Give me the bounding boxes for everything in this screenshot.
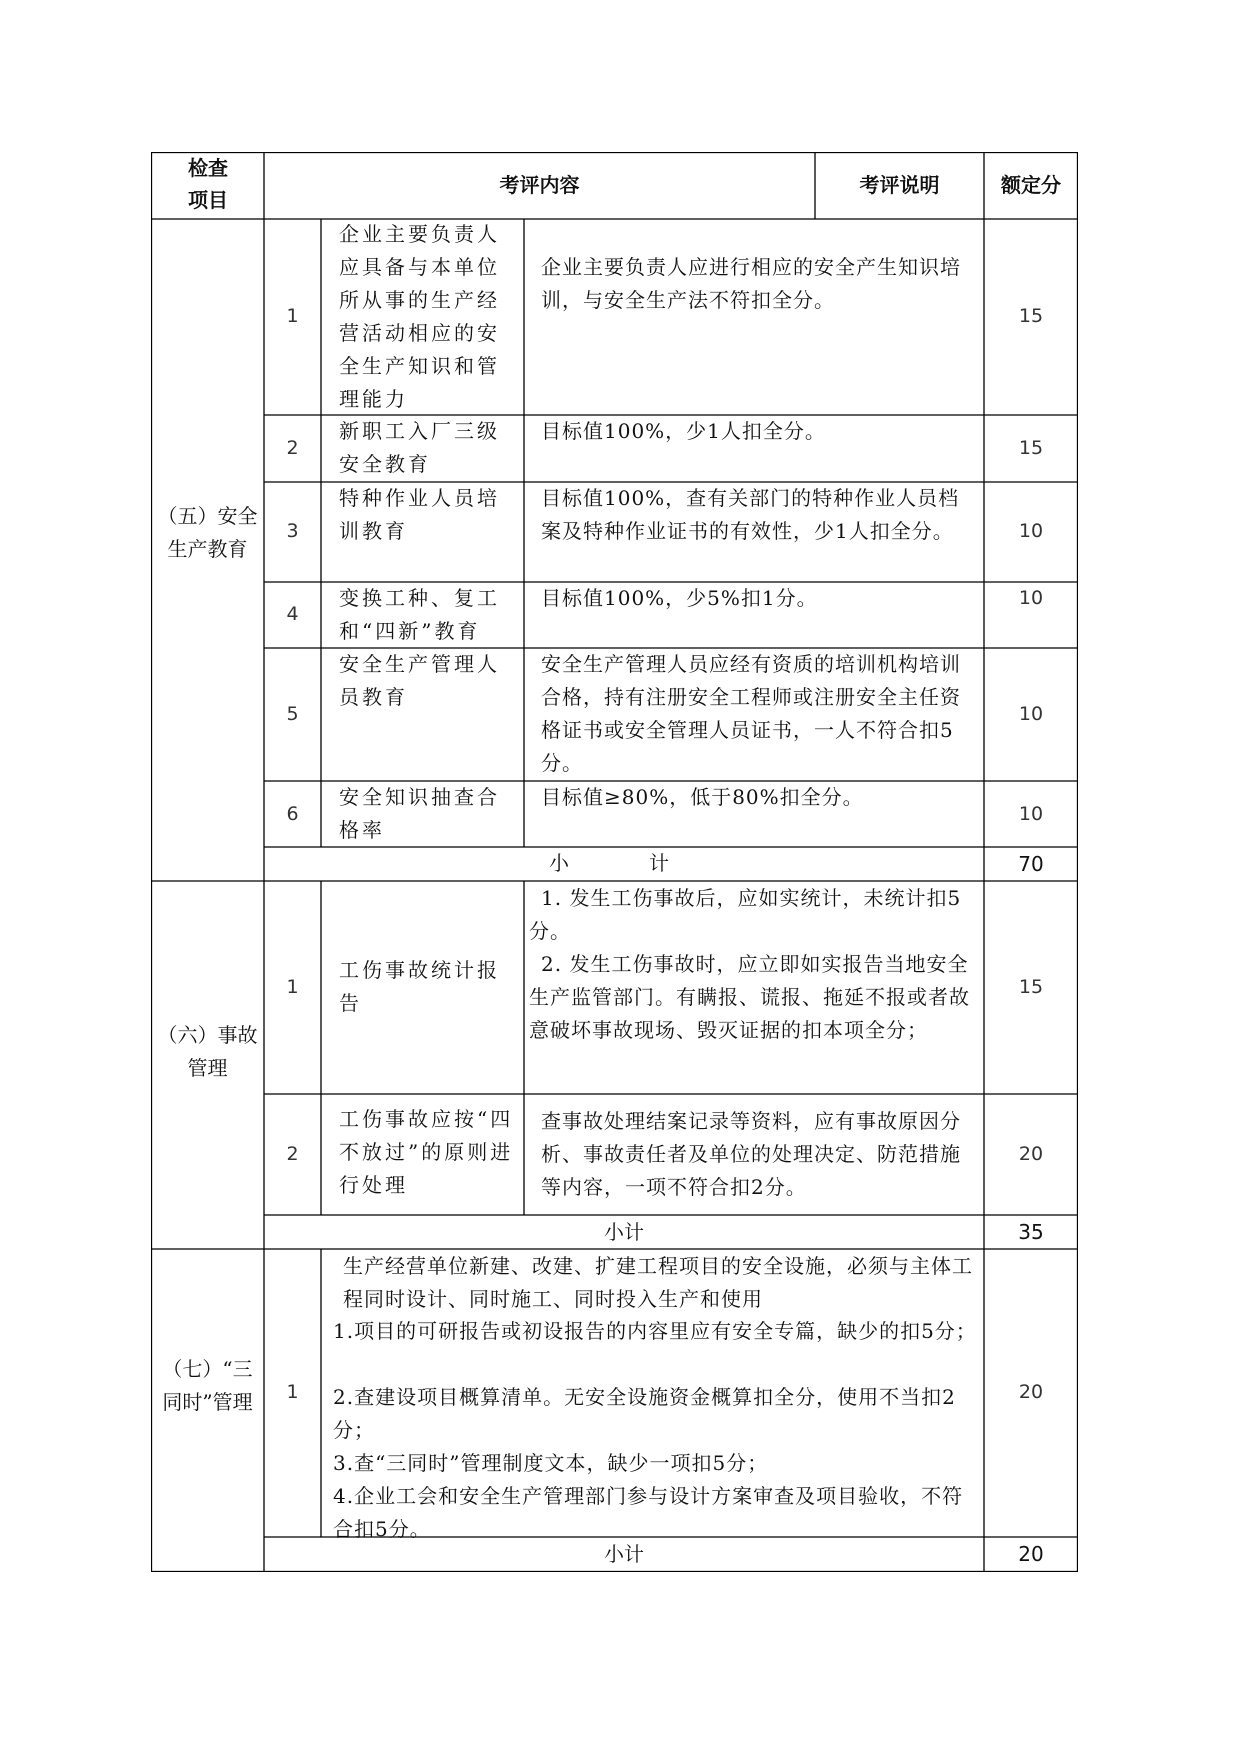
section-name: （七）“三同时”管理 xyxy=(162,1357,253,1414)
row-description: 目标值100%，少1人扣全分。 xyxy=(541,419,826,443)
row-item: 特种作业人员培训教育 xyxy=(339,486,500,543)
assessment-table xyxy=(151,152,1078,1572)
subtotal-label: 小 计 xyxy=(549,851,699,875)
row-description: 目标值≥80%，低于80%扣全分。 xyxy=(541,785,864,809)
row-score: 20 xyxy=(1018,1381,1044,1403)
row-description: 企业主要负责人应进行相应的安全产生知识培训，与安全生产法不符扣全分。 xyxy=(541,255,961,312)
row-description: 安全生产管理人员应经有资质的培训机构培训合格，持有注册安全工程师或注册安全主任资格证书或安全管理人员证书，一人不符合扣5分。 xyxy=(541,652,961,775)
row-description: 查事故处理结案记录等资料，应有事故原因分析、事故责任者及单位的处理决定、防范措施等内容，一项不符合扣2分。 xyxy=(541,1109,961,1199)
row-score: 10 xyxy=(1018,803,1044,825)
header-note: 考评说明 xyxy=(859,173,940,197)
row-score: 10 xyxy=(1018,703,1044,725)
row-item: 变换工种、复工和“四新”教育 xyxy=(339,586,500,643)
row-score: 15 xyxy=(1018,305,1044,327)
row-list-item: 1.项目的可研报告或初设报告的内容里应有安全专篇，缺少的扣5分； xyxy=(333,1319,977,1343)
row-description: 目标值100%，查有关部门的特种作业人员档案及特种作业证书的有效性，少1人扣全分。 xyxy=(541,486,960,543)
row-item: 企业主要负责人应具备与本单位所从事的生产经营活动相应的安全生产知识和管理能力 xyxy=(339,222,500,411)
row-number: 1 xyxy=(286,305,299,327)
row-list-item: 4.企业工会和安全生产管理部门参与设计方案审查及项目验收，不符合扣5分。 xyxy=(333,1484,964,1541)
row-number: 1 xyxy=(286,1381,299,1403)
row-score: 15 xyxy=(1018,976,1044,998)
row-item: 安全知识抽查合格率 xyxy=(339,785,500,842)
row-number: 5 xyxy=(286,703,299,725)
row-description: 2. 发生工伤事故时，应立即如实报告当地安全生产监管部门。有瞒报、谎报、拖延不报或者故意破坏事故现场、毁灭证据的扣本项全分； xyxy=(529,952,970,1042)
section-name: （五）安全生产教育 xyxy=(157,504,258,561)
header-content: 考评内容 xyxy=(499,173,580,197)
subtotal-label: 小计 xyxy=(604,1220,644,1244)
row-item: 工伤事故应按“四不放过”的原则进行处理 xyxy=(339,1107,514,1197)
row-description: 1. 发生工伤事故后，应如实统计，未统计扣5分。 xyxy=(529,886,962,943)
subtotal-value: 20 xyxy=(1018,1542,1044,1566)
row-list-item: 2.查建设项目概算清单。无安全设施资金概算扣全分，使用不当扣2分； xyxy=(333,1385,956,1442)
row-description: 目标值100%，少5%扣1分。 xyxy=(541,586,818,610)
header-item: 检查项目 xyxy=(188,156,228,212)
row-intro: 生产经营单位新建、改建、扩建工程项目的安全设施，必须与主体工程同时设计、同时施工、同时投入生产和使用 xyxy=(343,1254,973,1311)
row-item: 工伤事故统计报告 xyxy=(339,958,500,1015)
row-number: 1 xyxy=(286,976,299,998)
subtotal-label: 小计 xyxy=(604,1542,644,1566)
row-score: 10 xyxy=(1018,587,1044,609)
row-score: 10 xyxy=(1018,520,1044,542)
row-score: 20 xyxy=(1018,1143,1044,1165)
subtotal-value: 70 xyxy=(1018,852,1044,876)
section-name: （六）事故管理 xyxy=(157,1023,258,1080)
subtotal-value: 35 xyxy=(1018,1220,1044,1244)
row-item: 新职工入厂三级安全教育 xyxy=(339,419,500,476)
header-score: 额定分 xyxy=(1001,173,1061,197)
row-number: 2 xyxy=(286,1143,299,1165)
row-number: 4 xyxy=(286,603,299,625)
row-list-item: 3.查“三同时”管理制度文本，缺少一项扣5分； xyxy=(333,1451,769,1475)
row-number: 2 xyxy=(286,437,299,459)
row-score: 15 xyxy=(1018,437,1044,459)
row-number: 6 xyxy=(286,803,299,825)
row-item: 安全生产管理人员教育 xyxy=(339,652,500,709)
row-number: 3 xyxy=(286,520,299,542)
